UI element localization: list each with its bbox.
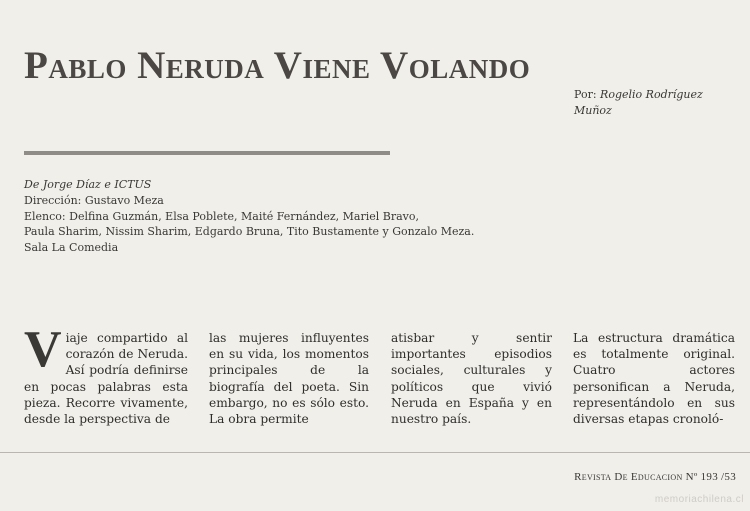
column-1-text: iaje compartido al corazón de Neruda. Así podría definirse en pocas palabras esta pieza. Recorre vivamente, desde la perspectiva de <box>24 331 188 427</box>
byline-author: Rogelio Rodríguez Muñoz <box>574 88 703 117</box>
byline-prefix: Por: <box>574 88 597 101</box>
credits-director: Dirección: Gustavo Meza <box>24 193 164 207</box>
article-title: Pablo Neruda Viene Volando <box>24 44 531 87</box>
credits-venue: Sala La Comedia <box>24 241 119 255</box>
drop-cap: V <box>24 321 62 378</box>
body-column-3 <box>391 330 552 427</box>
watermark: memoriachilena.cl <box>654 494 744 505</box>
body-column-4 <box>573 330 735 427</box>
credits-cast-continued: Paula Sharim, Nissim Sharim, Edgardo Bruna, Tito Bustamente y Gonzalo Meza. <box>24 225 475 239</box>
body-column-2 <box>209 330 369 427</box>
column-4-text: La estructura dramática es totalmente original. Cuatro actores personifican a Neruda, representándolo en sus diversas etapas cronoló- <box>573 331 735 427</box>
byline <box>574 87 744 119</box>
page-footer: Revista De Educacion Nº 193 /53 <box>574 471 736 483</box>
footer-rule <box>0 452 750 453</box>
play-credits <box>24 177 624 256</box>
body-column-1 <box>24 321 188 427</box>
credits-cast: Elenco: Delfina Guzmán, Elsa Poblete, Maité Fernández, Mariel Bravo, <box>24 209 419 223</box>
credits-author: De Jorge Díaz e ICTUS <box>24 178 152 191</box>
column-3-text: atisbar y sentir importantes episodios sociales, culturales y políticos que vivió Neruda en España y en nuestro país. <box>391 331 552 427</box>
title-rule <box>24 151 390 155</box>
column-2-text: las mujeres influyentes en su vida, los momentos principales de la biografía del poeta. Sin embargo, no es sólo esto. La obra permite <box>209 331 369 427</box>
